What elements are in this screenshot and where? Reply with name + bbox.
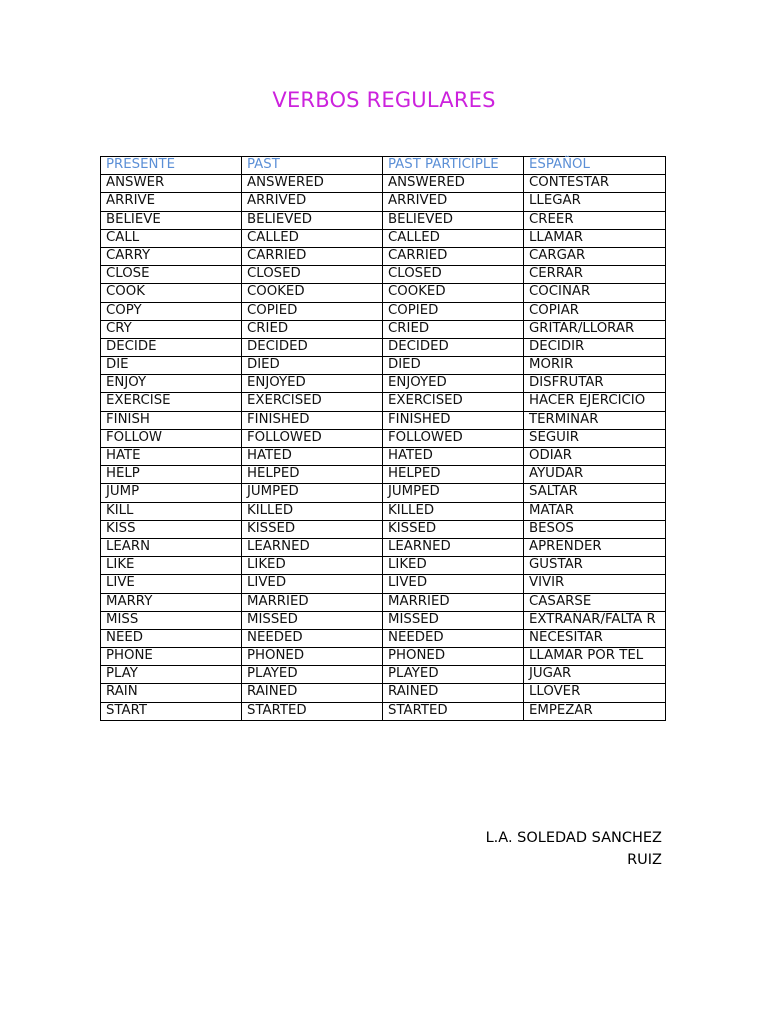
table-row <box>101 393 666 411</box>
cell-presente: ENJOY <box>101 375 242 393</box>
cell-presente: CALL <box>101 229 242 247</box>
cell-presente: KILL <box>101 502 242 520</box>
cell-espanol: CASARSE <box>524 593 666 611</box>
cell-presente: START <box>101 702 242 720</box>
table-row <box>101 502 666 520</box>
cell-presente: JUMP <box>101 484 242 502</box>
cell-espanol: AYUDAR <box>524 466 666 484</box>
cell-past-participle: ENJOYED <box>383 375 524 393</box>
cell-past-participle: PHONED <box>383 648 524 666</box>
cell-past-participle: COPIED <box>383 302 524 320</box>
table-row <box>101 375 666 393</box>
cell-past-participle: RAINED <box>383 684 524 702</box>
cell-past: HATED <box>242 448 383 466</box>
table-row <box>101 702 666 720</box>
cell-past-participle: CARRIED <box>383 247 524 265</box>
cell-past: BELIEVED <box>242 211 383 229</box>
cell-espanol: DECIDIR <box>524 338 666 356</box>
table-row <box>101 575 666 593</box>
cell-past-participle: LIKED <box>383 557 524 575</box>
cell-past: EXERCISED <box>242 393 383 411</box>
cell-espanol: EXTRAÑAR/FALTA R <box>524 611 666 629</box>
cell-past: MARRIED <box>242 593 383 611</box>
header-presente: PRESENTE <box>101 157 242 175</box>
cell-past-participle: CRIED <box>383 320 524 338</box>
cell-espanol: EMPEZAR <box>524 702 666 720</box>
cell-past: FOLLOWED <box>242 429 383 447</box>
cell-past-participle: ANSWERED <box>383 175 524 193</box>
cell-presente: ANSWER <box>101 175 242 193</box>
cell-presente: BELIEVE <box>101 211 242 229</box>
cell-past-participle: CALLED <box>383 229 524 247</box>
cell-espanol: LLAMAR POR TEL <box>524 648 666 666</box>
cell-past-participle: KISSED <box>383 520 524 538</box>
cell-espanol: GUSTAR <box>524 557 666 575</box>
cell-presente: PLAY <box>101 666 242 684</box>
table-row <box>101 429 666 447</box>
cell-past: RAINED <box>242 684 383 702</box>
cell-presente: EXERCISE <box>101 393 242 411</box>
cell-espanol: MATAR <box>524 502 666 520</box>
table-row <box>101 629 666 647</box>
table-row <box>101 411 666 429</box>
cell-past: CLOSED <box>242 266 383 284</box>
cell-presente: COPY <box>101 302 242 320</box>
cell-past: CRIED <box>242 320 383 338</box>
cell-espanol: TERMINAR <box>524 411 666 429</box>
cell-past-participle: MISSED <box>383 611 524 629</box>
cell-past-participle: EXERCISED <box>383 393 524 411</box>
table-row <box>101 557 666 575</box>
cell-past: ENJOYED <box>242 375 383 393</box>
cell-past-participle: DECIDED <box>383 338 524 356</box>
author-name-line-2: RUIZ <box>627 852 662 868</box>
cell-past: CARRIED <box>242 247 383 265</box>
table-row <box>101 229 666 247</box>
cell-past-participle: STARTED <box>383 702 524 720</box>
table-row <box>101 520 666 538</box>
cell-past-participle: LEARNED <box>383 538 524 556</box>
cell-past-participle: CLOSED <box>383 266 524 284</box>
cell-espanol: APRENDER <box>524 538 666 556</box>
cell-espanol: HACER EJERCICIO <box>524 393 666 411</box>
cell-past-participle: NEEDED <box>383 629 524 647</box>
cell-espanol: GRITAR/LLORAR <box>524 320 666 338</box>
cell-presente: KISS <box>101 520 242 538</box>
cell-past: CALLED <box>242 229 383 247</box>
cell-presente: LIVE <box>101 575 242 593</box>
cell-presente: FOLLOW <box>101 429 242 447</box>
cell-past: HELPED <box>242 466 383 484</box>
header-past: PAST <box>242 157 383 175</box>
table-row <box>101 684 666 702</box>
header-past-participle: PAST PARTICIPLE <box>383 157 524 175</box>
cell-espanol: CONTESTAR <box>524 175 666 193</box>
cell-past: DIED <box>242 357 383 375</box>
cell-espanol: SALTAR <box>524 484 666 502</box>
cell-past: NEEDED <box>242 629 383 647</box>
author-signature <box>400 827 662 871</box>
cell-past-participle: KILLED <box>383 502 524 520</box>
cell-past-participle: MARRIED <box>383 593 524 611</box>
cell-past: LIVED <box>242 575 383 593</box>
cell-past: ANSWERED <box>242 175 383 193</box>
cell-past: DECIDED <box>242 338 383 356</box>
cell-past: STARTED <box>242 702 383 720</box>
table-header <box>101 157 666 175</box>
cell-presente: LEARN <box>101 538 242 556</box>
cell-past: KILLED <box>242 502 383 520</box>
cell-past-participle: DIED <box>383 357 524 375</box>
cell-espanol: LLOVER <box>524 684 666 702</box>
cell-past-participle: COOKED <box>383 284 524 302</box>
cell-presente: ARRIVE <box>101 193 242 211</box>
table-row <box>101 538 666 556</box>
cell-espanol: BESOS <box>524 520 666 538</box>
cell-past-participle: HELPED <box>383 466 524 484</box>
table-row <box>101 302 666 320</box>
cell-past: KISSED <box>242 520 383 538</box>
cell-presente: CLOSE <box>101 266 242 284</box>
author-name-line-1: L.A. SOLEDAD SANCHEZ <box>485 830 662 846</box>
cell-presente: CRY <box>101 320 242 338</box>
cell-past: JUMPED <box>242 484 383 502</box>
cell-presente: MISS <box>101 611 242 629</box>
table-row <box>101 448 666 466</box>
cell-espanol: VIVIR <box>524 575 666 593</box>
cell-past: PLAYED <box>242 666 383 684</box>
table-row <box>101 611 666 629</box>
cell-past: MISSED <box>242 611 383 629</box>
cell-past-participle: ARRIVED <box>383 193 524 211</box>
cell-espanol: DISFRUTAR <box>524 375 666 393</box>
verbs-table <box>100 156 666 721</box>
cell-espanol: ODIAR <box>524 448 666 466</box>
page-title: VERBOS REGULARES <box>272 88 496 112</box>
cell-espanol: CARGAR <box>524 247 666 265</box>
table-row <box>101 320 666 338</box>
cell-past-participle: HATED <box>383 448 524 466</box>
cell-past: FINISHED <box>242 411 383 429</box>
table-row <box>101 247 666 265</box>
cell-past-participle: JUMPED <box>383 484 524 502</box>
cell-presente: COOK <box>101 284 242 302</box>
cell-presente: LIKE <box>101 557 242 575</box>
header-row <box>101 157 666 175</box>
cell-past: ARRIVED <box>242 193 383 211</box>
table-row <box>101 357 666 375</box>
cell-presente: PHONE <box>101 648 242 666</box>
table-body <box>101 175 666 721</box>
cell-espanol: MORIR <box>524 357 666 375</box>
cell-espanol: COCINAR <box>524 284 666 302</box>
table-row <box>101 284 666 302</box>
cell-presente: NEED <box>101 629 242 647</box>
table-row <box>101 593 666 611</box>
cell-presente: DIE <box>101 357 242 375</box>
cell-presente: RAIN <box>101 684 242 702</box>
cell-espanol: NECESITAR <box>524 629 666 647</box>
table-row <box>101 175 666 193</box>
cell-past: LEARNED <box>242 538 383 556</box>
cell-presente: CARRY <box>101 247 242 265</box>
table-row <box>101 193 666 211</box>
table-row <box>101 211 666 229</box>
cell-past: PHONED <box>242 648 383 666</box>
cell-espanol: CERRAR <box>524 266 666 284</box>
table-row <box>101 266 666 284</box>
cell-past-participle: FINISHED <box>383 411 524 429</box>
cell-past: LIKED <box>242 557 383 575</box>
cell-past-participle: FOLLOWED <box>383 429 524 447</box>
table-row <box>101 484 666 502</box>
cell-past: COPIED <box>242 302 383 320</box>
cell-past-participle: BELIEVED <box>383 211 524 229</box>
cell-espanol: JUGAR <box>524 666 666 684</box>
cell-espanol: SEGUIR <box>524 429 666 447</box>
table-row <box>101 338 666 356</box>
cell-presente: HATE <box>101 448 242 466</box>
header-espanol: ESPAÑOL <box>524 157 666 175</box>
table-row <box>101 648 666 666</box>
table-row <box>101 666 666 684</box>
cell-espanol: LLAMAR <box>524 229 666 247</box>
cell-past-participle: PLAYED <box>383 666 524 684</box>
cell-presente: FINISH <box>101 411 242 429</box>
cell-espanol: COPIAR <box>524 302 666 320</box>
cell-espanol: CREER <box>524 211 666 229</box>
table-row <box>101 466 666 484</box>
cell-presente: DECIDE <box>101 338 242 356</box>
cell-past-participle: LIVED <box>383 575 524 593</box>
cell-presente: MARRY <box>101 593 242 611</box>
cell-past: COOKED <box>242 284 383 302</box>
cell-espanol: LLEGAR <box>524 193 666 211</box>
cell-presente: HELP <box>101 466 242 484</box>
